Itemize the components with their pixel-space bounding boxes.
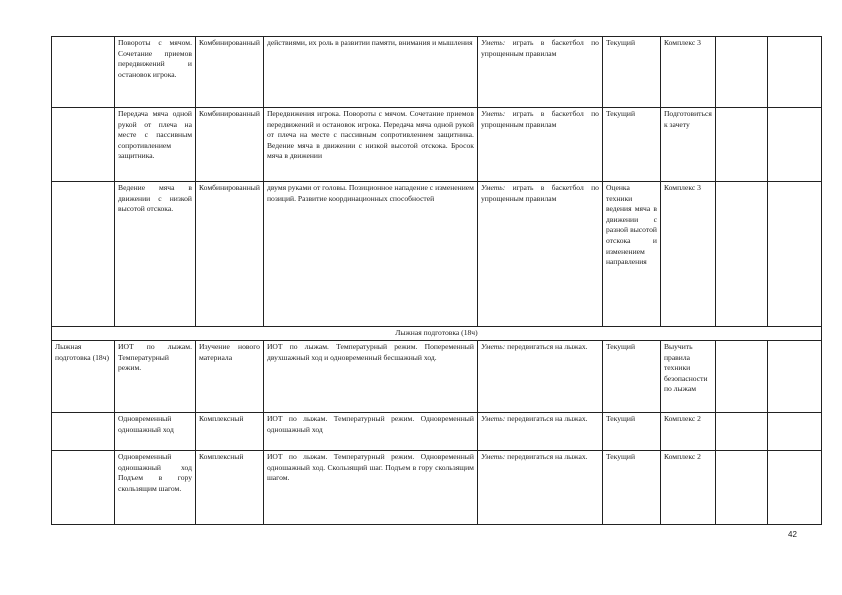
content-cell: ИОТ по лыжам. Температурный режим. Одновременный одношажный ход (263, 413, 477, 451)
lesson-type-cell: Комбинированный (196, 182, 264, 327)
skills-label: Уметь: (480, 183, 506, 192)
table-row (52, 413, 822, 451)
skills-text: передвигаться на лыжах. (505, 414, 588, 423)
empty-cell (767, 341, 821, 413)
skills-cell (477, 37, 602, 108)
topic-cell: Одновременный одношажный ход (115, 413, 196, 451)
section-header: Лыжная подготовка (18ч) (52, 327, 822, 341)
section-cell (52, 451, 115, 525)
skills-label: Уметь: (480, 38, 506, 47)
content-cell: действиями, их роль в развитии памяти, внимания и мышления (263, 37, 477, 108)
table-row (52, 108, 822, 182)
section-header-row (52, 327, 822, 341)
homework-cell: Подготовиться к зачету (660, 108, 715, 182)
content-cell: ИОТ по лыжам. Температурный режим. Попеременный двухшажный ход и одновременный бесшажный ход. (263, 341, 477, 413)
homework-cell: Комплекс 3 (660, 37, 715, 108)
skills-cell (477, 413, 602, 451)
section-cell: Лыжная подготовка (18ч) (52, 341, 115, 413)
empty-cell (715, 108, 767, 182)
table-row (52, 37, 822, 108)
section-cell (52, 108, 115, 182)
homework-cell: Выучить правила техники безопасности по лыжам (660, 341, 715, 413)
lesson-type-cell: Комплексный (196, 451, 264, 525)
control-cell: Текущий (602, 108, 660, 182)
table-row (52, 182, 822, 327)
content-cell: двумя руками от головы. Позиционное нападение с изменением позиций. Развитие координационных способностей (263, 182, 477, 327)
skills-text: играть в баскетбол по упрощенным правилам (480, 38, 599, 58)
skills-label: Уметь: (480, 414, 506, 423)
control-cell: Текущий (602, 341, 660, 413)
section-cell (52, 413, 115, 451)
lesson-type-cell: Комплексный (196, 413, 264, 451)
table-row (52, 451, 822, 525)
empty-cell (767, 37, 821, 108)
lesson-type-cell: Комбинированный (196, 37, 264, 108)
empty-cell (715, 451, 767, 525)
homework-cell: Комплекс 3 (660, 182, 715, 327)
control-cell: Текущий (602, 451, 660, 525)
empty-cell (715, 413, 767, 451)
homework-cell: Комплекс 2 (660, 413, 715, 451)
topic-cell: ИОТ по лыжам. Температурный режим. (115, 341, 196, 413)
skills-cell (477, 451, 602, 525)
empty-cell (715, 341, 767, 413)
empty-cell (767, 182, 821, 327)
lesson-type-cell: Изучение нового материала (196, 341, 264, 413)
page-number: 42 (788, 530, 797, 539)
skills-text: играть в баскетбол по упрощенным правилам (480, 109, 599, 129)
empty-cell (767, 413, 821, 451)
section-cell (52, 182, 115, 327)
skills-label: Уметь: (480, 452, 506, 461)
skills-cell (477, 182, 602, 327)
skills-text: передвигаться на лыжах. (505, 342, 588, 351)
topic-cell: Повороты с мячом. Сочетание приемов передвижений и остановок игрока. (115, 37, 196, 108)
skills-text: передвигаться на лыжах. (505, 452, 588, 461)
content-cell: ИОТ по лыжам. Температурный режим. Одновременный одношажный ход. Скользящий шаг. Подъем в гору скользящим шагом. (263, 451, 477, 525)
topic-cell: Одновременный одношажный ход Подъем в гору скользящим шагом. (115, 451, 196, 525)
skills-label: Уметь: (480, 342, 506, 351)
empty-cell (767, 451, 821, 525)
skills-label: Уметь: (480, 109, 506, 118)
table-row (52, 341, 822, 413)
content-cell: Передвижения игрока. Повороты с мячом. Сочетание приемов передвижений и остановок игрока. Передача мяча одной рукой от плеча на месте с пассивным сопротивлением защитника. Ведение мяча в движении с низкой высотой отскока. Бросок мяча в движении (263, 108, 477, 182)
topic-cell: Передача мяча одной рукой от плеча на месте с пассивным сопротивлением защитника. (115, 108, 196, 182)
control-cell: Оценка техники ведения мяча в движении с разной высотой отскока и изменением направления (602, 182, 660, 327)
control-cell: Текущий (602, 37, 660, 108)
homework-cell: Комплекс 2 (660, 451, 715, 525)
skills-cell (477, 108, 602, 182)
lesson-plan-table (51, 36, 822, 525)
topic-cell: Ведение мяча в движении с низкой высотой отскока. (115, 182, 196, 327)
empty-cell (715, 182, 767, 327)
skills-cell (477, 341, 602, 413)
empty-cell (715, 37, 767, 108)
empty-cell (767, 108, 821, 182)
section-cell (52, 37, 115, 108)
control-cell: Текущий (602, 413, 660, 451)
lesson-type-cell: Комбинированный (196, 108, 264, 182)
skills-text: играть в баскетбол по упрощенным правилам (480, 183, 599, 203)
